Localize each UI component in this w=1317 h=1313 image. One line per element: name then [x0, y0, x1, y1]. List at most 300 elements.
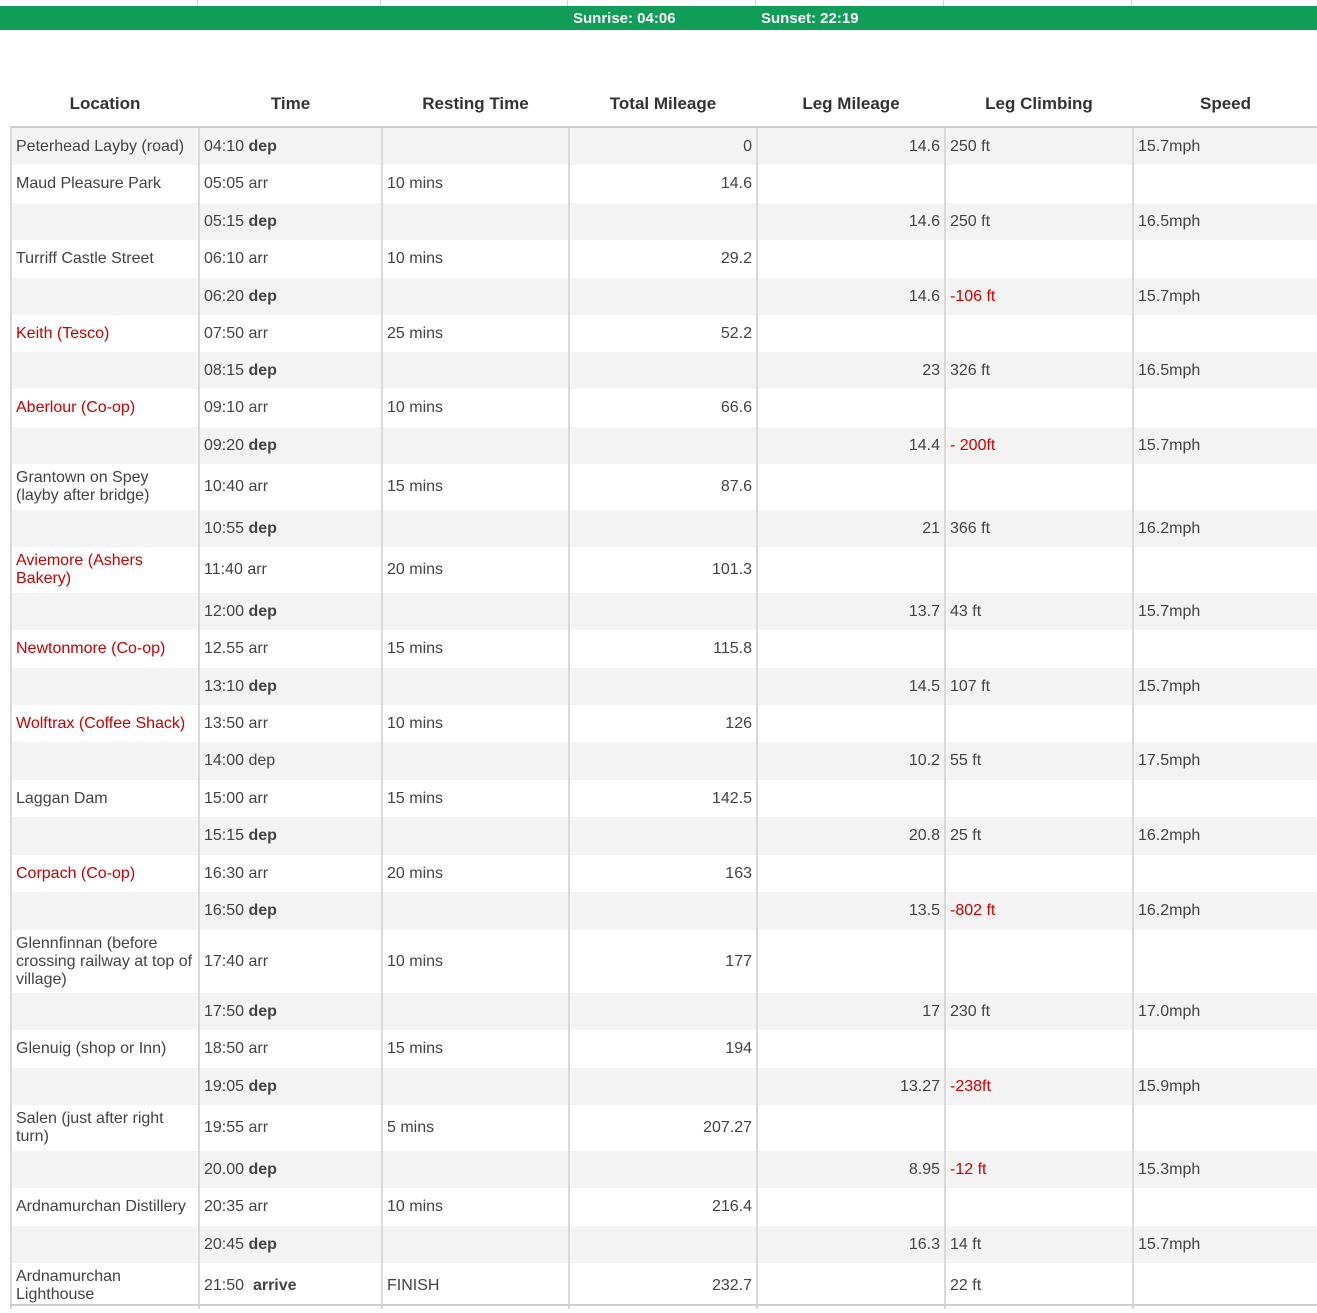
total-mileage-cell: [569, 1068, 757, 1105]
leg-climbing-cell: -238ft: [945, 1068, 1133, 1105]
resting-time-cell: 25 mins: [382, 315, 569, 352]
leg-mileage-cell: [757, 855, 945, 892]
leg-mileage-cell: 13.5: [757, 892, 945, 930]
leg-climbing-cell: - 200ft: [945, 427, 1133, 464]
time-value: 10:40: [204, 478, 245, 495]
column-header-time: Time: [199, 82, 382, 127]
table-row: [11, 742, 1317, 780]
leg-climbing-cell: [945, 464, 1133, 510]
leg-mileage-cell: [757, 1105, 945, 1151]
time-cell: [199, 278, 382, 315]
location-cell: [11, 510, 199, 547]
table-row: [11, 1263, 1317, 1309]
location-cell: [11, 427, 199, 464]
leg-mileage-cell: [757, 165, 945, 203]
leg-climbing-cell: [945, 315, 1133, 352]
location-cell: [11, 352, 199, 389]
speed-cell: 17.5mph: [1133, 742, 1317, 780]
time-value: 06:20: [204, 287, 245, 305]
total-mileage-cell: [569, 668, 757, 705]
table-row: [11, 510, 1317, 547]
time-value: 17:50: [204, 1002, 245, 1020]
leg-climbing-cell: [945, 547, 1133, 593]
time-value: 06:10: [204, 250, 245, 267]
leg-climbing-cell: 22 ft: [945, 1263, 1133, 1309]
table-row: [11, 203, 1317, 240]
header-row: [11, 82, 1317, 127]
time-value: 07:50: [204, 324, 245, 342]
table-row: [11, 389, 1317, 427]
leg-climbing-cell: 43 ft: [945, 593, 1133, 630]
resting-time-cell: 20 mins: [382, 547, 569, 593]
time-value: 09:20: [204, 436, 245, 454]
time-cell: [199, 855, 382, 892]
speed-cell: 15.7mph: [1133, 427, 1317, 464]
leg-climbing-cell: [945, 780, 1133, 817]
location-cell: [11, 742, 199, 780]
time-kind: arr: [248, 714, 269, 732]
time-kind: arr: [248, 1040, 269, 1057]
column-header-total-mileage: Total Mileage: [569, 82, 757, 127]
table-row: [11, 630, 1317, 668]
leg-mileage-cell: [757, 464, 945, 510]
time-value: 17:40: [204, 952, 245, 970]
leg-mileage-cell: [757, 1188, 945, 1226]
total-mileage-cell: 101.3: [569, 547, 757, 593]
time-cell: [199, 1188, 382, 1226]
table-row: [11, 1030, 1317, 1068]
time-value: 14:00: [204, 752, 245, 769]
total-mileage-cell: [569, 427, 757, 464]
total-mileage-cell: 0: [569, 127, 757, 165]
table-row: [11, 668, 1317, 705]
time-cell: [199, 352, 382, 389]
table-row: [11, 855, 1317, 892]
speed-cell: [1133, 1188, 1317, 1226]
leg-mileage-cell: 10.2: [757, 742, 945, 780]
leg-climbing-cell: 107 ft: [945, 668, 1133, 705]
time-kind: dep: [248, 902, 277, 919]
location-cell: [11, 1068, 199, 1105]
time-kind: arr: [248, 1198, 269, 1215]
table-row: [11, 127, 1317, 165]
table-row: [11, 1105, 1317, 1151]
time-value: 20:35: [204, 1198, 245, 1215]
location-cell: Glenuig (shop or Inn): [11, 1030, 199, 1068]
location-cell: Aberlour (Co-op): [11, 389, 199, 427]
time-cell: [199, 510, 382, 547]
resting-time-cell: [382, 892, 569, 930]
speed-cell: [1133, 855, 1317, 892]
leg-climbing-cell: [945, 630, 1133, 668]
time-value: 05:15: [204, 212, 245, 230]
resting-time-cell: [382, 993, 569, 1030]
time-kind: arr: [248, 250, 269, 267]
table-row: [11, 240, 1317, 278]
resting-time-cell: 10 mins: [382, 1188, 569, 1226]
leg-mileage-cell: [757, 930, 945, 993]
time-cell: [199, 1226, 382, 1263]
speed-cell: 15.9mph: [1133, 1068, 1317, 1105]
time-cell: [199, 593, 382, 630]
location-cell: Ardnamurchan Distillery: [11, 1188, 199, 1226]
leg-mileage-cell: 8.95: [757, 1151, 945, 1188]
location-cell: Newtonmore (Co-op): [11, 630, 199, 668]
time-kind: dep: [248, 287, 277, 305]
total-mileage-cell: [569, 510, 757, 547]
leg-climbing-cell: -802 ft: [945, 892, 1133, 930]
location-cell: [11, 278, 199, 315]
table-row: [11, 930, 1317, 993]
time-cell: [199, 315, 382, 352]
total-mileage-cell: [569, 892, 757, 930]
speed-cell: 15.7mph: [1133, 1226, 1317, 1263]
sunset-text: Sunset: 22:19: [761, 10, 859, 27]
leg-climbing-cell: [945, 930, 1133, 993]
time-value: 16:30: [204, 864, 245, 882]
leg-climbing-cell: 250 ft: [945, 127, 1133, 165]
total-mileage-cell: 87.6: [569, 464, 757, 510]
resting-time-cell: 10 mins: [382, 389, 569, 427]
location-cell: [11, 668, 199, 705]
time-kind: arr: [248, 640, 269, 657]
leg-mileage-cell: 14.5: [757, 668, 945, 705]
time-kind: arr: [248, 1119, 269, 1136]
time-kind: arr: [248, 864, 269, 882]
leg-mileage-cell: [757, 705, 945, 742]
time-cell: [199, 705, 382, 742]
speed-cell: [1133, 780, 1317, 817]
leg-mileage-cell: 14.4: [757, 427, 945, 464]
speed-cell: [1133, 165, 1317, 203]
time-cell: [199, 630, 382, 668]
total-mileage-cell: 194: [569, 1030, 757, 1068]
time-kind: dep: [248, 361, 277, 379]
time-kind: arr: [248, 324, 269, 342]
leg-climbing-cell: [945, 165, 1133, 203]
time-value: 19:05: [204, 1077, 245, 1095]
leg-mileage-cell: [757, 240, 945, 278]
total-mileage-cell: [569, 278, 757, 315]
resting-time-cell: [382, 510, 569, 547]
time-value: 15:15: [204, 827, 245, 844]
leg-mileage-cell: 13.27: [757, 1068, 945, 1105]
time-cell: [199, 547, 382, 593]
time-value: 05:05: [204, 175, 245, 192]
leg-mileage-cell: [757, 315, 945, 352]
table-row: [11, 547, 1317, 593]
time-kind: arr: [248, 478, 269, 495]
time-cell: [199, 1105, 382, 1151]
column-header-speed: Speed: [1133, 82, 1317, 127]
resting-time-cell: [382, 1068, 569, 1105]
table-body: [11, 127, 1317, 1309]
column-header-location: Location: [11, 82, 199, 127]
time-cell: [199, 165, 382, 203]
time-kind: dep: [248, 1077, 277, 1095]
total-mileage-cell: 163: [569, 855, 757, 892]
leg-climbing-cell: [945, 240, 1133, 278]
location-cell: Grantown on Spey (layby after bridge): [11, 464, 199, 510]
location-cell: [11, 593, 199, 630]
leg-mileage-cell: [757, 389, 945, 427]
leg-mileage-cell: 17: [757, 993, 945, 1030]
total-mileage-cell: 29.2: [569, 240, 757, 278]
resting-time-cell: 15 mins: [382, 1030, 569, 1068]
total-mileage-cell: [569, 1151, 757, 1188]
leg-mileage-cell: 20.8: [757, 817, 945, 855]
table-row: [11, 993, 1317, 1030]
time-value: 08:15: [204, 361, 245, 379]
leg-mileage-cell: [757, 780, 945, 817]
leg-mileage-cell: [757, 547, 945, 593]
leg-climbing-cell: [945, 1105, 1133, 1151]
location-cell: Laggan Dam: [11, 780, 199, 817]
resting-time-cell: [382, 593, 569, 630]
time-cell: [199, 1151, 382, 1188]
total-mileage-cell: [569, 993, 757, 1030]
speed-cell: [1133, 930, 1317, 993]
table-row: [11, 464, 1317, 510]
time-cell: [199, 892, 382, 930]
time-value: 21:50: [204, 1277, 245, 1294]
resting-time-cell: [382, 427, 569, 464]
location-cell: Wolftrax (Coffee Shack): [11, 705, 199, 742]
location-cell: Peterhead Layby (road): [11, 127, 199, 165]
resting-time-cell: 10 mins: [382, 165, 569, 203]
time-value: 19:55: [204, 1119, 245, 1136]
speed-cell: [1133, 1030, 1317, 1068]
leg-climbing-cell: [945, 855, 1133, 892]
resting-time-cell: FINISH: [382, 1263, 569, 1309]
location-cell: [11, 203, 199, 240]
resting-time-cell: 15 mins: [382, 630, 569, 668]
time-kind: dep: [248, 519, 277, 537]
leg-mileage-cell: 23: [757, 352, 945, 389]
resting-time-cell: 15 mins: [382, 464, 569, 510]
location-cell: Glennfinnan (before crossing railway at top of village): [11, 930, 199, 993]
time-value: 13:10: [204, 677, 245, 695]
total-mileage-cell: 115.8: [569, 630, 757, 668]
leg-climbing-cell: -12 ft: [945, 1151, 1133, 1188]
speed-cell: [1133, 1263, 1317, 1309]
speed-cell: 16.2mph: [1133, 892, 1317, 930]
speed-cell: [1133, 705, 1317, 742]
speed-cell: [1133, 630, 1317, 668]
total-mileage-cell: 126: [569, 705, 757, 742]
leg-mileage-cell: 13.7: [757, 593, 945, 630]
time-kind: dep: [248, 827, 277, 844]
speed-cell: 15.7mph: [1133, 278, 1317, 315]
time-kind: dep: [248, 602, 277, 620]
speed-cell: 16.5mph: [1133, 352, 1317, 389]
resting-time-cell: [382, 1226, 569, 1263]
sunrise-text: Sunrise: 04:06: [573, 10, 676, 27]
resting-time-cell: 10 mins: [382, 705, 569, 742]
time-value: 04:10: [204, 137, 245, 155]
time-cell: [199, 389, 382, 427]
column-header-leg-climbing: Leg Climbing: [945, 82, 1133, 127]
resting-time-cell: [382, 668, 569, 705]
time-cell: [199, 742, 382, 780]
time-value: 15:00: [204, 789, 245, 807]
time-value: 11:40: [204, 561, 243, 578]
table-row: [11, 352, 1317, 389]
leg-climbing-cell: [945, 389, 1133, 427]
time-value: 10:55: [204, 519, 245, 537]
time-kind: arr: [248, 952, 269, 970]
table-row: [11, 165, 1317, 203]
time-cell: [199, 930, 382, 993]
resting-time-cell: [382, 817, 569, 855]
time-cell: [199, 993, 382, 1030]
resting-time-cell: [382, 127, 569, 165]
location-cell: [11, 817, 199, 855]
resting-time-cell: 15 mins: [382, 780, 569, 817]
total-mileage-cell: [569, 203, 757, 240]
total-mileage-cell: 52.2: [569, 315, 757, 352]
leg-mileage-cell: 16.3: [757, 1226, 945, 1263]
leg-climbing-cell: 55 ft: [945, 742, 1133, 780]
time-value: 12.55: [204, 640, 245, 657]
time-kind: dep: [248, 137, 277, 155]
leg-climbing-cell: 326 ft: [945, 352, 1133, 389]
leg-mileage-cell: 14.6: [757, 278, 945, 315]
time-value: 12:00: [204, 602, 245, 620]
location-cell: Turriff Castle Street: [11, 240, 199, 278]
table-row: [11, 780, 1317, 817]
time-cell: [199, 1263, 382, 1309]
time-kind: dep: [248, 1002, 277, 1020]
total-mileage-cell: 66.6: [569, 389, 757, 427]
time-cell: [199, 780, 382, 817]
table-bottom-border: [10, 1304, 1317, 1306]
leg-climbing-cell: 366 ft: [945, 510, 1133, 547]
table-row: [11, 705, 1317, 742]
time-kind: dep: [248, 1235, 277, 1253]
location-cell: [11, 1226, 199, 1263]
speed-cell: 16.2mph: [1133, 817, 1317, 855]
resting-time-cell: [382, 278, 569, 315]
speed-cell: [1133, 315, 1317, 352]
time-kind: arr: [247, 561, 267, 578]
location-cell: Salen (just after right turn): [11, 1105, 199, 1151]
resting-time-cell: 5 mins: [382, 1105, 569, 1151]
leg-mileage-cell: [757, 630, 945, 668]
location-cell: Corpach (Co-op): [11, 855, 199, 892]
speed-cell: [1133, 240, 1317, 278]
time-value: 20:45: [204, 1235, 245, 1253]
table-row: [11, 593, 1317, 630]
leg-mileage-cell: 14.6: [757, 203, 945, 240]
column-header-resting-time: Resting Time: [382, 82, 569, 127]
time-kind: dep: [248, 752, 276, 769]
time-cell: [199, 203, 382, 240]
time-cell: [199, 1030, 382, 1068]
resting-time-cell: 20 mins: [382, 855, 569, 892]
table-row: [11, 1068, 1317, 1105]
table-row: [11, 315, 1317, 352]
time-value: 13:50: [204, 714, 245, 732]
speed-cell: 17.0mph: [1133, 993, 1317, 1030]
resting-time-cell: 10 mins: [382, 930, 569, 993]
time-kind: dep: [248, 677, 277, 695]
speed-cell: 15.7mph: [1133, 593, 1317, 630]
resting-time-cell: 10 mins: [382, 240, 569, 278]
time-value: 20.00: [204, 1160, 245, 1178]
speed-cell: [1133, 1105, 1317, 1151]
location-cell: [11, 1151, 199, 1188]
location-cell: Maud Pleasure Park: [11, 165, 199, 203]
resting-time-cell: [382, 203, 569, 240]
total-mileage-cell: 207.27: [569, 1105, 757, 1151]
time-kind: arr: [248, 789, 269, 807]
leg-climbing-cell: [945, 1030, 1133, 1068]
resting-time-cell: [382, 352, 569, 389]
total-mileage-cell: 232.7: [569, 1263, 757, 1309]
resting-time-cell: [382, 1151, 569, 1188]
time-kind: dep: [248, 1160, 277, 1178]
time-value: 09:10: [204, 399, 245, 416]
location-cell: Keith (Tesco): [11, 315, 199, 352]
table-row: [11, 1226, 1317, 1263]
total-mileage-cell: [569, 1226, 757, 1263]
total-mileage-cell: 177: [569, 930, 757, 993]
resting-time-cell: [382, 742, 569, 780]
location-cell: [11, 993, 199, 1030]
leg-mileage-cell: [757, 1263, 945, 1309]
leg-climbing-cell: [945, 1188, 1133, 1226]
total-mileage-cell: [569, 352, 757, 389]
leg-climbing-cell: -106 ft: [945, 278, 1133, 315]
total-mileage-cell: 14.6: [569, 165, 757, 203]
total-mileage-cell: [569, 742, 757, 780]
leg-climbing-cell: [945, 705, 1133, 742]
leg-climbing-cell: 250 ft: [945, 203, 1133, 240]
speed-cell: [1133, 547, 1317, 593]
time-cell: [199, 427, 382, 464]
location-cell: [11, 892, 199, 930]
leg-climbing-cell: 14 ft: [945, 1226, 1133, 1263]
total-mileage-cell: 142.5: [569, 780, 757, 817]
time-value: 18:50: [204, 1040, 245, 1057]
location-cell: Aviemore (Ashers Bakery): [11, 547, 199, 593]
time-cell: [199, 668, 382, 705]
table-row: [11, 817, 1317, 855]
column-header-leg-mileage: Leg Mileage: [757, 82, 945, 127]
speed-cell: 16.5mph: [1133, 203, 1317, 240]
table-row: [11, 1188, 1317, 1226]
speed-cell: 15.7mph: [1133, 668, 1317, 705]
total-mileage-cell: [569, 593, 757, 630]
leg-climbing-cell: 25 ft: [945, 817, 1133, 855]
table-row: [11, 278, 1317, 315]
speed-cell: [1133, 464, 1317, 510]
location-cell: Ardnamurchan Lighthouse: [11, 1263, 199, 1309]
leg-climbing-cell: 230 ft: [945, 993, 1133, 1030]
time-kind: dep: [248, 212, 277, 230]
time-cell: [199, 240, 382, 278]
time-kind: arrive: [252, 1277, 297, 1294]
table-row: [11, 427, 1317, 464]
leg-mileage-cell: 21: [757, 510, 945, 547]
itinerary-table: [10, 82, 1317, 1309]
leg-mileage-cell: [757, 1030, 945, 1068]
leg-mileage-cell: 14.6: [757, 127, 945, 165]
sun-times-banner: [0, 6, 1317, 30]
time-cell: [199, 127, 382, 165]
time-cell: [199, 1068, 382, 1105]
